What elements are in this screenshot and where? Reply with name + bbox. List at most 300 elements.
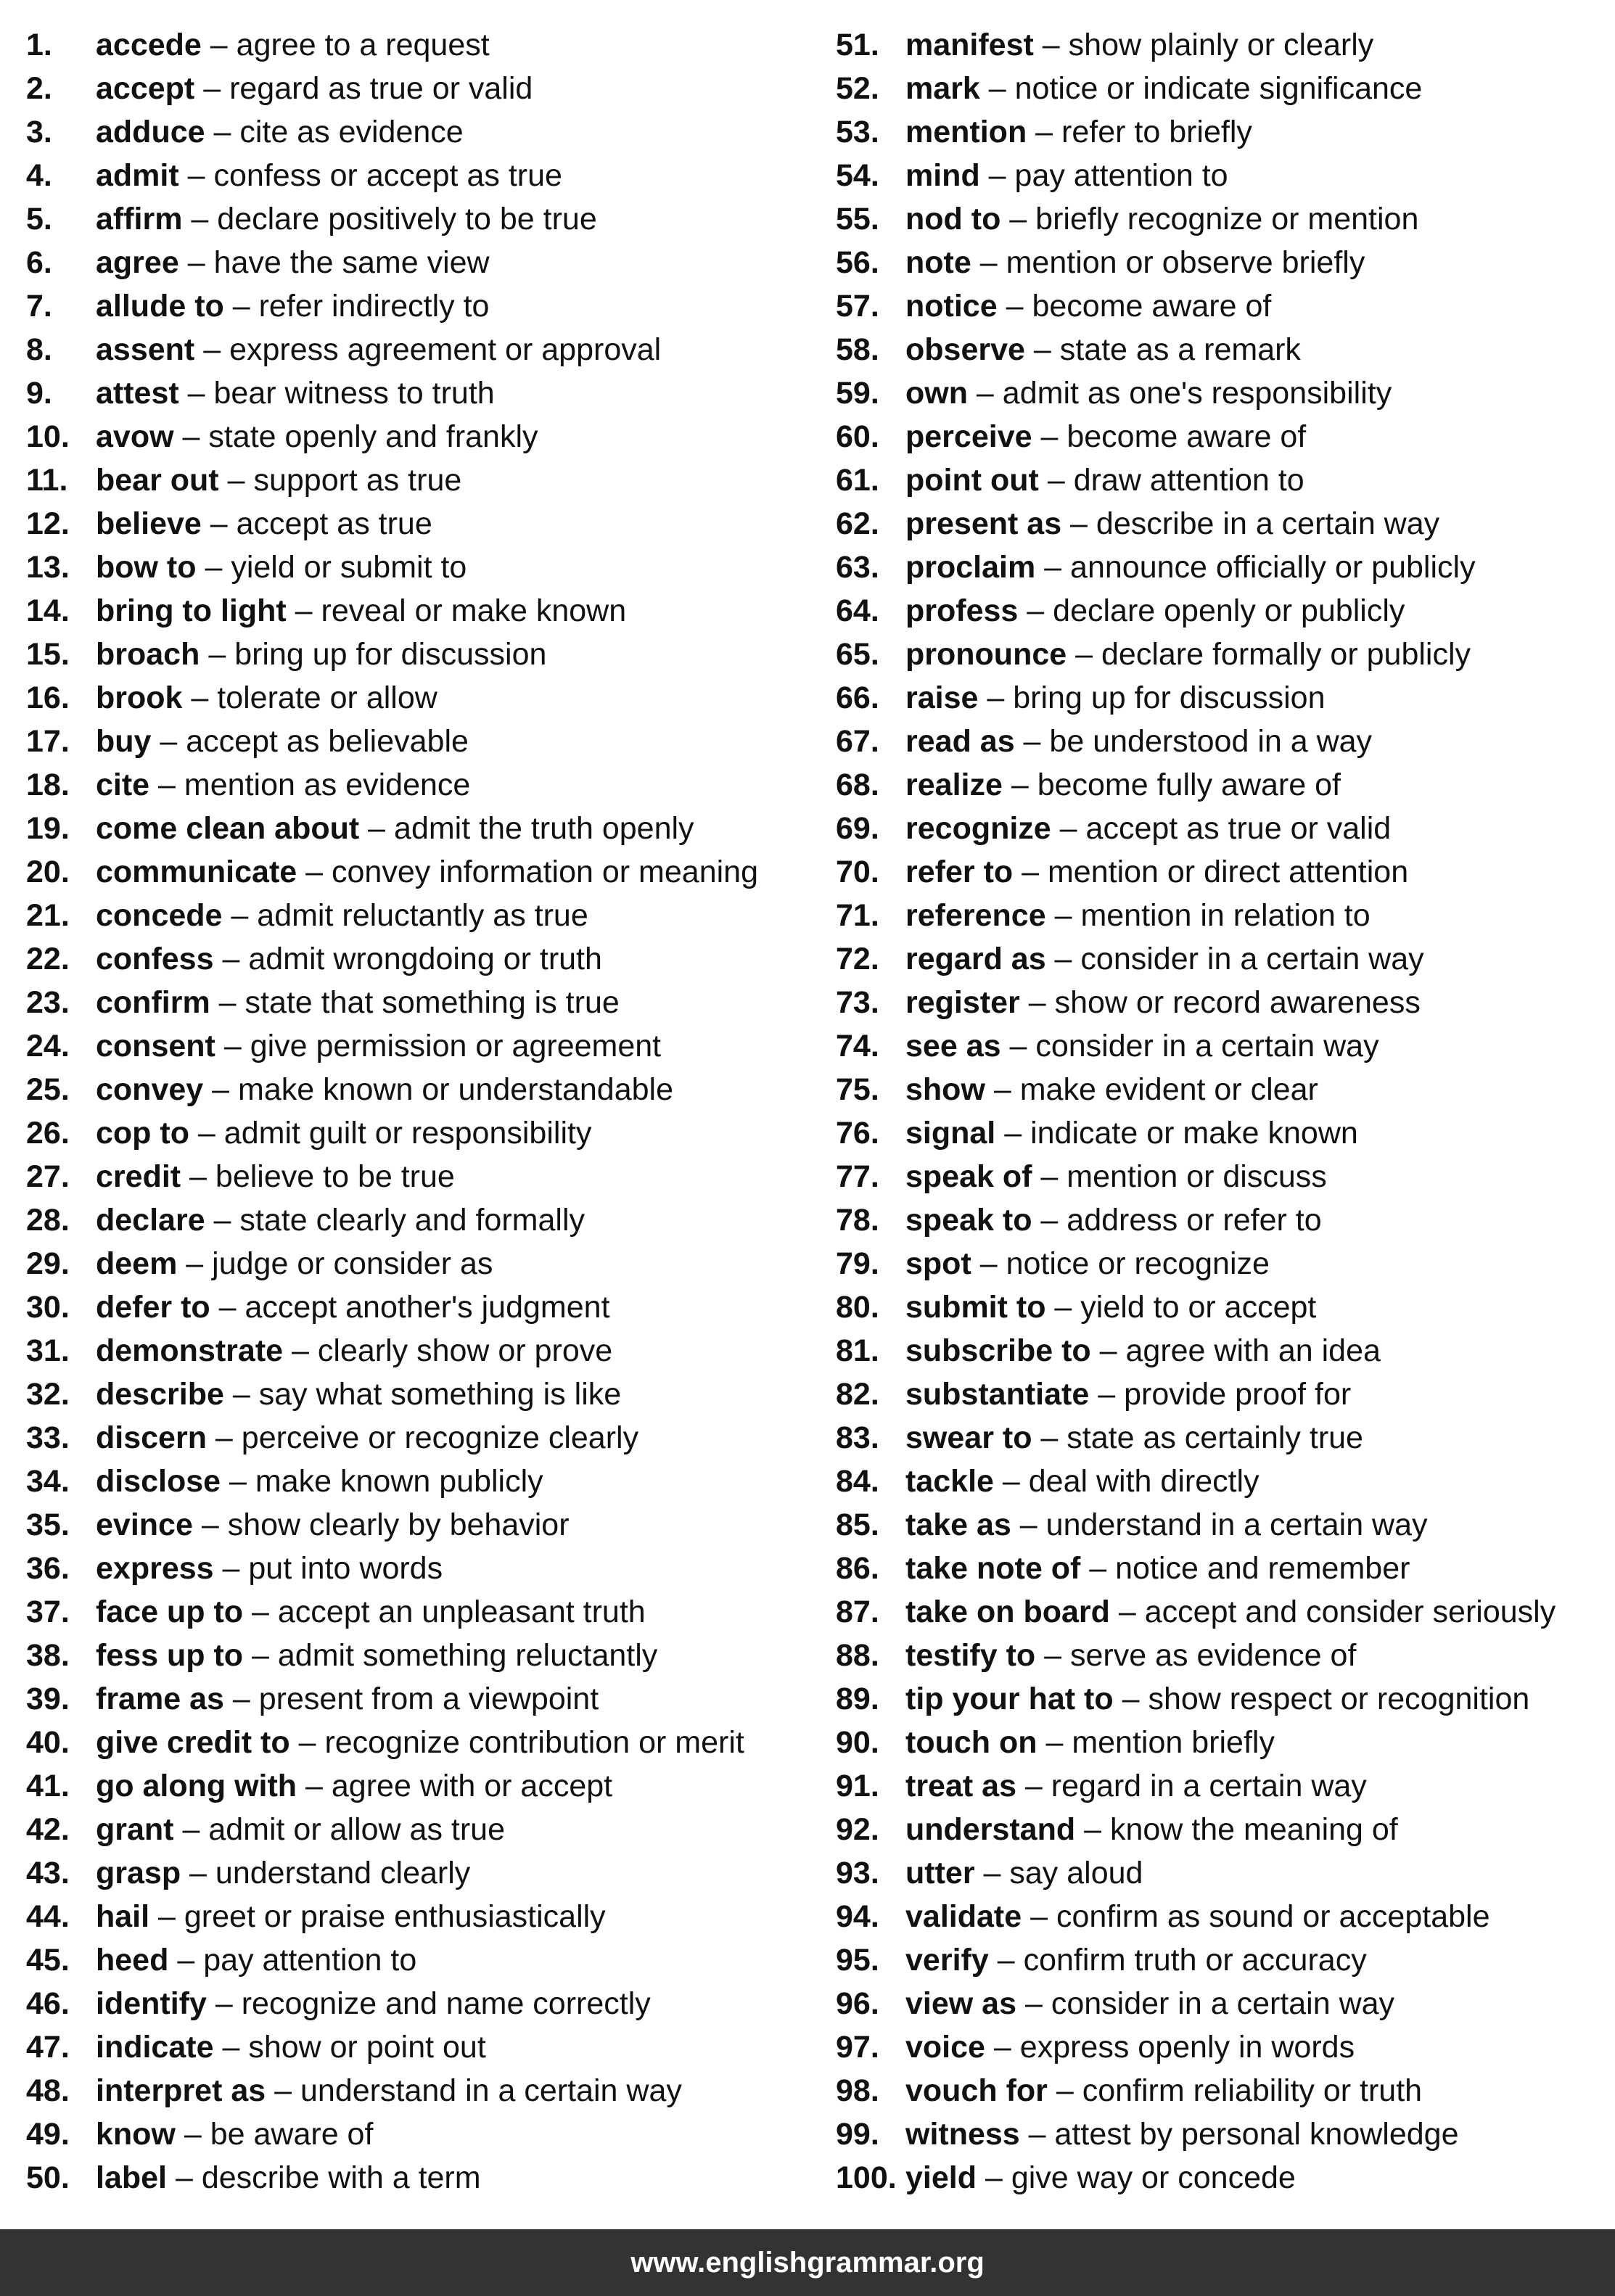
item-term: deem <box>96 1246 178 1281</box>
item-separator: – <box>218 463 254 498</box>
item-separator: – <box>189 1116 224 1151</box>
list-item <box>26 1590 758 1634</box>
item-separator: – <box>1045 942 1081 976</box>
item-term: heed <box>96 1943 169 1978</box>
list-item <box>836 67 1556 110</box>
item-definition: admit wrongdoing or truth <box>248 942 602 976</box>
item-definition: declare formally or publicly <box>1101 637 1471 672</box>
item-separator: – <box>967 376 1003 411</box>
list-item <box>26 197 758 241</box>
item-definition: show clearly by behavior <box>227 1507 570 1542</box>
list-item <box>26 371 758 415</box>
list-item <box>836 807 1556 850</box>
item-number: 29. <box>26 1246 70 1281</box>
item-separator: – <box>196 550 231 585</box>
item-definition: show respect or recognition <box>1148 1682 1530 1716</box>
item-term: identify <box>96 1986 207 2021</box>
list-item <box>26 720 758 763</box>
list-item <box>836 1024 1556 1068</box>
item-separator: – <box>1045 898 1081 933</box>
item-number: 6. <box>26 245 52 280</box>
item-separator: – <box>1013 855 1048 889</box>
item-term: regard as <box>905 942 1046 976</box>
item-separator: – <box>243 1595 278 1629</box>
list-item <box>836 894 1556 937</box>
list-item <box>26 763 758 807</box>
item-definition: express openly in words <box>1019 2030 1355 2065</box>
item-term: understand <box>905 1812 1076 1847</box>
footer-website-link[interactable]: www.englishgrammar.org <box>630 2247 985 2279</box>
item-separator: – <box>1038 463 1074 498</box>
item-number: 37. <box>26 1595 70 1629</box>
item-number: 57. <box>836 289 879 324</box>
item-definition: bring up for discussion <box>1013 680 1326 715</box>
item-separator: – <box>1032 1203 1067 1238</box>
item-definition: state as certainly true <box>1067 1420 1363 1455</box>
item-number: 68. <box>836 768 879 802</box>
list-item <box>26 2156 758 2200</box>
item-definition: show or record awareness <box>1054 985 1421 1020</box>
item-number: 19. <box>26 811 70 846</box>
list-item <box>836 371 1556 415</box>
item-number: 13. <box>26 550 70 585</box>
item-separator: – <box>149 1899 184 1934</box>
item-definition: accept as true or valid <box>1085 811 1392 846</box>
item-separator: – <box>985 2030 1020 2065</box>
item-separator: – <box>194 332 230 367</box>
item-term: know <box>96 2117 176 2152</box>
item-term: voice <box>905 2030 985 2065</box>
item-separator: – <box>1011 1507 1046 1542</box>
list-item <box>26 1808 758 1851</box>
item-number: 88. <box>836 1638 879 1673</box>
item-number: 76. <box>836 1116 879 1151</box>
item-number: 50. <box>26 2160 70 2195</box>
item-number: 48. <box>26 2073 70 2108</box>
item-number: 40. <box>26 1725 70 1760</box>
list-item <box>836 1764 1556 1808</box>
item-number: 25. <box>26 1072 70 1107</box>
item-term: verify <box>905 1943 989 1978</box>
item-definition: understand clearly <box>215 1856 471 1890</box>
item-separator: – <box>167 2160 202 2195</box>
item-term: register <box>905 985 1020 1020</box>
item-number: 16. <box>26 680 70 715</box>
item-separator: – <box>178 245 214 280</box>
item-number: 71. <box>836 898 879 933</box>
item-number: 93. <box>836 1856 879 1890</box>
item-separator: – <box>997 289 1032 324</box>
item-term: nod to <box>905 202 1001 236</box>
item-number: 14. <box>26 593 70 628</box>
item-separator: – <box>1035 550 1071 585</box>
item-definition: recognize contribution or merit <box>324 1725 744 1760</box>
item-separator: – <box>978 680 1014 715</box>
item-definition: mention briefly <box>1072 1725 1275 1760</box>
item-term: hail <box>96 1899 150 1934</box>
item-term: describe <box>96 1377 224 1412</box>
item-definition: consider in a certain way <box>1051 1986 1395 2021</box>
list-item <box>836 415 1556 458</box>
list-item <box>26 1198 758 1242</box>
item-definition: admit something reluctantly <box>277 1638 658 1673</box>
list-item <box>836 720 1556 763</box>
item-term: reference <box>905 898 1046 933</box>
item-definition: mention in relation to <box>1080 898 1371 933</box>
list-item <box>26 1068 758 1111</box>
item-separator: – <box>1014 724 1050 759</box>
list-item <box>836 1851 1556 1895</box>
item-term: avow <box>96 419 174 454</box>
list-item <box>836 1068 1556 1111</box>
item-definition: understand in a certain way <box>300 2073 682 2108</box>
item-term: speak to <box>905 1203 1032 1238</box>
item-separator: – <box>223 289 259 324</box>
item-number: 62. <box>836 506 879 541</box>
list-item <box>836 1547 1556 1590</box>
item-number: 46. <box>26 1986 70 2021</box>
list-item <box>836 110 1556 154</box>
item-definition: refer to briefly <box>1061 115 1252 149</box>
item-definition: indicate or make known <box>1030 1116 1358 1151</box>
item-definition: regard as true or valid <box>229 71 533 106</box>
item-definition: perceive or recognize clearly <box>241 1420 639 1455</box>
item-term: swear to <box>905 1420 1032 1455</box>
list-item <box>26 1677 758 1721</box>
item-number: 90. <box>836 1725 879 1760</box>
item-number: 45. <box>26 1943 70 1978</box>
item-separator: – <box>297 855 332 889</box>
item-number: 55. <box>836 202 879 236</box>
list-item <box>26 1547 758 1590</box>
list-item <box>26 807 758 850</box>
item-separator: – <box>1018 593 1053 628</box>
list-item <box>836 1111 1556 1155</box>
item-term: refer to <box>905 855 1014 889</box>
item-definition: be understood in a way <box>1049 724 1373 759</box>
list-item <box>26 589 758 633</box>
list-item <box>26 1982 758 2025</box>
item-separator: – <box>1022 1899 1056 1934</box>
list-item <box>836 2112 1556 2156</box>
item-separator: – <box>1047 2073 1082 2108</box>
item-separator: – <box>359 811 395 846</box>
item-separator: – <box>223 1377 259 1412</box>
list-item <box>26 2025 758 2069</box>
item-separator: – <box>177 1246 213 1281</box>
item-separator: – <box>979 158 1015 193</box>
item-number: 94. <box>836 1899 879 1934</box>
list-item <box>26 1024 758 1068</box>
list-item <box>836 937 1556 981</box>
item-separator: – <box>1075 1812 1110 1847</box>
list-item <box>836 1285 1556 1329</box>
list-item <box>836 1503 1556 1547</box>
item-number: 39. <box>26 1682 70 1716</box>
list-item <box>26 1503 758 1547</box>
list-item <box>836 23 1556 67</box>
list-item <box>26 415 758 458</box>
list-item <box>26 110 758 154</box>
list-item <box>836 1198 1556 1242</box>
item-term: recognize <box>905 811 1051 846</box>
item-separator: – <box>151 724 186 759</box>
item-separator: – <box>1032 1159 1067 1194</box>
item-separator: – <box>201 28 237 62</box>
item-number: 72. <box>836 942 879 976</box>
item-term: mention <box>905 115 1027 149</box>
item-term: express <box>96 1551 214 1586</box>
item-definition: say aloud <box>1009 1856 1143 1890</box>
list-item <box>26 894 758 937</box>
item-definition: understand in a certain way <box>1045 1507 1428 1542</box>
item-separator: – <box>1089 1377 1125 1412</box>
item-definition: give permission or agreement <box>250 1029 662 1063</box>
item-number: 81. <box>836 1333 879 1368</box>
item-separator: – <box>1037 1725 1072 1760</box>
item-term: notice <box>905 289 998 324</box>
item-number: 32. <box>26 1377 70 1412</box>
item-term: brook <box>96 680 183 715</box>
item-definition: have the same view <box>213 245 490 280</box>
item-number: 96. <box>836 1986 879 2021</box>
item-separator: – <box>243 1638 278 1673</box>
item-term: grasp <box>96 1856 181 1890</box>
item-number: 63. <box>836 550 879 585</box>
item-number: 8. <box>26 332 52 367</box>
item-number: 59. <box>836 376 879 411</box>
item-definition: admit as one's responsibility <box>1002 376 1392 411</box>
item-term: interpret as <box>96 2073 266 2108</box>
list-item <box>836 1329 1556 1373</box>
item-separator: – <box>1000 1029 1036 1063</box>
item-separator: – <box>971 1246 1006 1281</box>
item-definition: become aware of <box>1032 289 1272 324</box>
item-term: tackle <box>905 1464 994 1499</box>
item-number: 65. <box>836 637 879 672</box>
item-term: label <box>96 2160 167 2195</box>
item-number: 43. <box>26 1856 70 1890</box>
list-item <box>836 1982 1556 2025</box>
item-number: 11. <box>26 463 68 498</box>
item-number: 75. <box>836 1072 879 1107</box>
item-separator: – <box>205 1203 240 1238</box>
list-item <box>26 1895 758 1938</box>
item-separator: – <box>988 1943 1024 1978</box>
item-term: tip your hat to <box>905 1682 1114 1716</box>
list-item <box>836 2156 1556 2200</box>
item-definition: present from a viewpoint <box>258 1682 599 1716</box>
item-definition: admit reluctantly as true <box>257 898 588 933</box>
item-number: 4. <box>26 158 52 193</box>
item-separator: – <box>1109 1595 1145 1629</box>
item-term: show <box>905 1072 985 1107</box>
item-term: face up to <box>96 1595 244 1629</box>
item-term: come clean about <box>96 811 360 846</box>
item-term: frame as <box>96 1682 224 1716</box>
item-term: convey <box>96 1072 204 1107</box>
item-definition: attest by personal knowledge <box>1054 2117 1459 2152</box>
item-separator: – <box>215 1029 250 1063</box>
item-term: credit <box>96 1159 181 1194</box>
item-term: communicate <box>96 855 297 889</box>
item-term: signal <box>905 1116 996 1151</box>
list-item <box>836 1677 1556 1721</box>
item-separator: – <box>993 1464 1029 1499</box>
list-item <box>836 1460 1556 1503</box>
item-term: adduce <box>96 115 205 149</box>
list-item <box>26 1634 758 1677</box>
item-term: bow to <box>96 550 197 585</box>
item-definition: agree with or accept <box>331 1769 613 1803</box>
item-definition: provide proof for <box>1124 1377 1352 1412</box>
list-item <box>836 1416 1556 1460</box>
item-definition: bring up for discussion <box>234 637 547 672</box>
item-separator: – <box>979 71 1015 106</box>
item-separator: – <box>1027 115 1062 149</box>
item-number: 5. <box>26 202 52 236</box>
item-definition: notice or indicate significance <box>1014 71 1423 106</box>
item-separator: – <box>168 1943 204 1978</box>
item-separator: – <box>182 202 218 236</box>
item-term: proclaim <box>905 550 1036 585</box>
item-number: 52. <box>836 71 879 106</box>
item-number: 24. <box>26 1029 70 1063</box>
item-number: 83. <box>836 1420 879 1455</box>
item-definition: accept as believable <box>186 724 469 759</box>
item-number: 99. <box>836 2117 879 2152</box>
item-term: accede <box>96 28 202 62</box>
item-number: 17. <box>26 724 70 759</box>
item-number: 3. <box>26 115 52 149</box>
list-item <box>26 1460 758 1503</box>
item-term: mark <box>905 71 980 106</box>
item-term: take note of <box>905 1551 1081 1586</box>
item-definition: deal with directly <box>1028 1464 1259 1499</box>
list-item <box>26 1721 758 1764</box>
item-term: admit <box>96 158 179 193</box>
item-term: consent <box>96 1029 215 1063</box>
item-number: 77. <box>836 1159 879 1194</box>
item-term: disclose <box>96 1464 221 1499</box>
list-item <box>836 1938 1556 1982</box>
item-definition: declare openly or publicly <box>1053 593 1405 628</box>
item-separator: – <box>178 376 214 411</box>
item-term: perceive <box>905 419 1032 454</box>
item-definition: mention or observe briefly <box>1006 245 1365 280</box>
item-definition: express agreement or approval <box>229 332 662 367</box>
item-definition: pay attention to <box>1014 158 1228 193</box>
item-definition: consider in a certain way <box>1080 942 1424 976</box>
item-term: bear out <box>96 463 219 498</box>
item-separator: – <box>205 115 240 149</box>
item-separator: – <box>201 506 237 541</box>
item-separator: – <box>266 2073 301 2108</box>
item-term: demonstrate <box>96 1333 284 1368</box>
list-item <box>836 1634 1556 1677</box>
item-definition: consider in a certain way <box>1035 1029 1379 1063</box>
item-term: see as <box>905 1029 1001 1063</box>
item-definition: state openly and frankly <box>208 419 538 454</box>
item-number: 98. <box>836 2073 879 2108</box>
list-item <box>26 1938 758 1982</box>
item-separator: – <box>1002 768 1037 802</box>
item-term: present as <box>905 506 1062 541</box>
item-definition: judge or consider as <box>212 1246 493 1281</box>
item-definition: confess or accept as true <box>213 158 562 193</box>
item-number: 73. <box>836 985 879 1020</box>
item-term: raise <box>905 680 979 715</box>
item-definition: make known publicly <box>255 1464 543 1499</box>
item-term: give credit to <box>96 1725 290 1760</box>
item-separator: – <box>297 1769 332 1803</box>
item-number: 34. <box>26 1464 70 1499</box>
list-item <box>836 850 1556 894</box>
item-definition: pay attention to <box>203 1943 417 1978</box>
item-number: 78. <box>836 1203 879 1238</box>
item-term: allude to <box>96 289 224 324</box>
item-definition: become fully aware of <box>1037 768 1341 802</box>
item-definition: agree to a request <box>236 28 490 62</box>
list-item <box>836 1242 1556 1285</box>
item-definition: become aware of <box>1067 419 1307 454</box>
item-definition: confirm as sound or acceptable <box>1056 1899 1490 1934</box>
item-term: spot <box>905 1246 971 1281</box>
item-number: 97. <box>836 2030 879 2065</box>
item-term: view as <box>905 1986 1016 2021</box>
item-term: affirm <box>96 202 183 236</box>
list-item <box>836 2025 1556 2069</box>
item-term: discern <box>96 1420 207 1455</box>
item-separator: – <box>192 1507 228 1542</box>
list-item <box>26 676 758 720</box>
list-item <box>26 981 758 1024</box>
item-separator: – <box>181 1159 215 1194</box>
item-number: 28. <box>26 1203 70 1238</box>
item-definition: reveal or make known <box>321 593 627 628</box>
item-separator: – <box>971 245 1006 280</box>
item-term: attest <box>96 376 179 411</box>
item-definition: admit guilt or responsibility <box>223 1116 592 1151</box>
item-term: buy <box>96 724 152 759</box>
item-number: 70. <box>836 855 879 889</box>
item-definition: know the meaning of <box>1109 1812 1398 1847</box>
item-definition: make evident or clear <box>1019 1072 1318 1107</box>
item-separator: – <box>1035 1638 1070 1673</box>
list-item <box>836 458 1556 502</box>
list-item <box>836 2069 1556 2112</box>
item-number: 20. <box>26 855 70 889</box>
item-term: take as <box>905 1507 1011 1542</box>
item-number: 84. <box>836 1464 879 1499</box>
item-term: testify to <box>905 1638 1036 1673</box>
item-definition: recognize and name correctly <box>241 1986 651 2021</box>
item-separator: – <box>173 1812 209 1847</box>
item-separator: – <box>206 1986 242 2021</box>
list-item <box>836 284 1556 328</box>
item-definition: accept another's judgment <box>244 1290 610 1325</box>
item-term: substantiate <box>905 1377 1090 1412</box>
item-number: 36. <box>26 1551 70 1586</box>
item-number: 92. <box>836 1812 879 1847</box>
item-term: treat as <box>905 1769 1016 1803</box>
item-number: 87. <box>836 1595 879 1629</box>
item-separator: – <box>173 419 209 454</box>
item-separator: – <box>1090 1333 1126 1368</box>
item-separator: – <box>1016 1769 1051 1803</box>
list-item <box>836 154 1556 197</box>
item-number: 9. <box>26 376 52 411</box>
